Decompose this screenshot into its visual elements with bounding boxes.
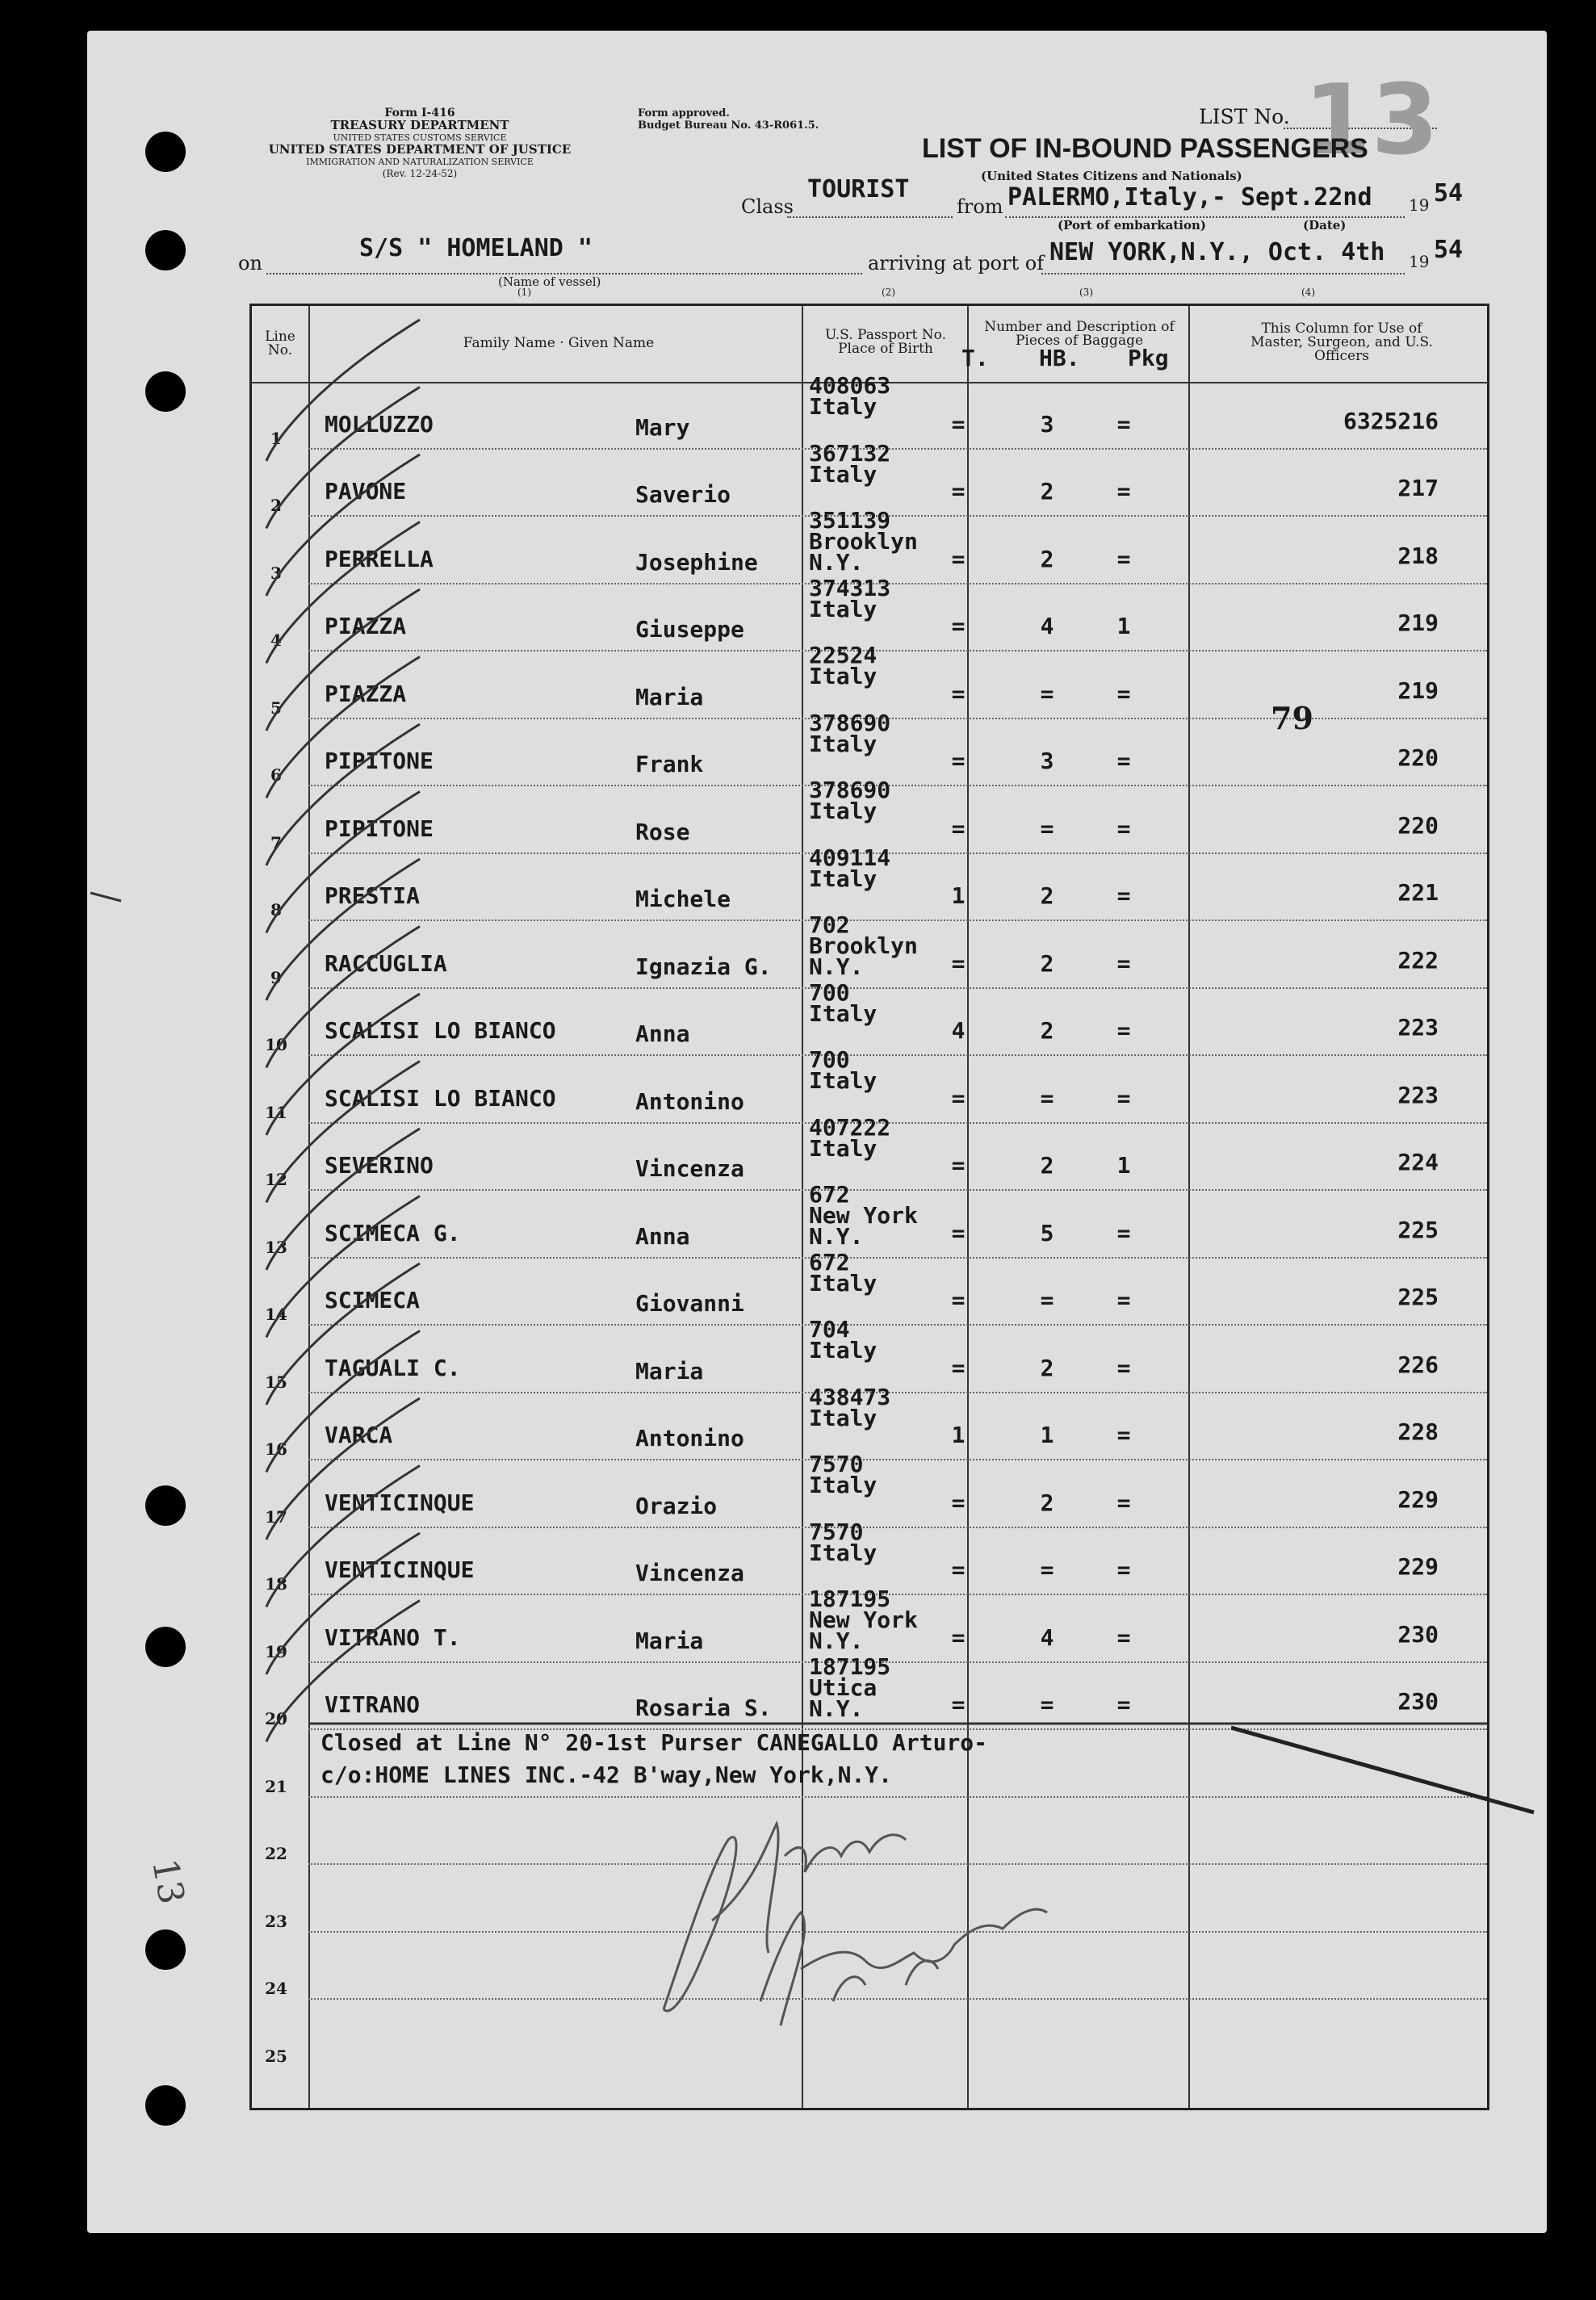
- passport-birthplace: 702 Brooklyn N.Y.: [809, 911, 918, 980]
- family-name: SCALISI LO BIANCO: [325, 1017, 556, 1045]
- checkmarks: [242, 304, 436, 1757]
- baggage-hb: 2: [1040, 1017, 1054, 1045]
- table-row: [252, 1113, 1487, 1192]
- passport-birthplace: 408063 Italy: [809, 372, 891, 420]
- margin-tick: [90, 886, 123, 911]
- class-value: TOURIST: [807, 175, 910, 203]
- form-approved: Form approved.: [638, 107, 730, 119]
- col-header-name: Family Name · Given Name: [463, 335, 655, 351]
- baggage-hb: 3: [1040, 748, 1054, 775]
- officer-number: 219: [1397, 677, 1439, 704]
- line-number: 22: [265, 1844, 287, 1863]
- passport-birthplace: 704 Italy: [809, 1316, 878, 1364]
- baggage-hb: 2: [1040, 545, 1054, 572]
- line-number: 13: [265, 1237, 287, 1257]
- family-name: PRESTIA: [325, 882, 421, 910]
- officer-number: 218: [1397, 542, 1439, 569]
- family-name: VITRANO T.: [325, 1623, 461, 1651]
- line-number: 11: [265, 1102, 287, 1122]
- family-name: VENTICINQUE: [325, 1489, 475, 1516]
- baggage-hb: 2: [1040, 1152, 1054, 1179]
- date-caption: (Date): [1303, 218, 1347, 233]
- baggage-pkg: =: [1116, 1691, 1131, 1719]
- passport-birthplace: 409114 Italy: [809, 844, 891, 892]
- baggage-pkg: =: [1116, 545, 1131, 572]
- passport-birthplace: 367132 Italy: [809, 439, 891, 488]
- baggage-pkg: =: [1116, 949, 1131, 977]
- baggage-t: 1: [951, 1422, 966, 1449]
- baggage-hb: =: [1040, 815, 1054, 842]
- given-name: Saverio: [635, 481, 731, 509]
- officer-number: 220: [1397, 744, 1439, 772]
- baggage-t: =: [951, 1354, 966, 1381]
- officer-number: 226: [1397, 1351, 1439, 1378]
- officer-number: 217: [1397, 475, 1439, 502]
- line-number: 24: [265, 1979, 287, 1998]
- col-header-line-no: Line No.: [265, 329, 295, 358]
- revision: (Rev. 12-24-52): [382, 168, 458, 179]
- list-number: 13: [1304, 65, 1439, 177]
- baggage-t: =: [951, 680, 966, 707]
- class-rule: [787, 216, 953, 218]
- line-number: 16: [265, 1439, 287, 1459]
- col2-caption: (2): [882, 287, 895, 298]
- baggage-pkg: =: [1116, 1219, 1131, 1246]
- officer-number: 225: [1397, 1216, 1439, 1243]
- baggage-t: =: [951, 815, 966, 842]
- baggage-hb: 2: [1040, 1354, 1054, 1381]
- family-name: SCIMECA G.: [325, 1219, 461, 1246]
- arrival-value: NEW YORK,N.Y., Oct. 4th: [1049, 238, 1385, 266]
- baggage-hb: 3: [1040, 410, 1054, 438]
- annotation-79: 79: [1271, 700, 1313, 736]
- departure-year: 54: [1434, 179, 1464, 207]
- baggage-hb: 2: [1040, 882, 1054, 910]
- given-name: Maria: [635, 1357, 704, 1385]
- line-number: 7: [270, 832, 282, 853]
- line-number: 14: [265, 1305, 287, 1324]
- on-label: on: [238, 252, 262, 274]
- officer-number: 224: [1397, 1149, 1439, 1176]
- binder-hole: [145, 132, 186, 172]
- baggage-pkg: =: [1116, 748, 1131, 775]
- line-number: 1: [270, 428, 282, 448]
- baggage-pkg: =: [1116, 410, 1131, 438]
- table-row: [252, 1451, 1487, 1528]
- line-number: 9: [270, 967, 282, 987]
- officer-number: 229: [1397, 1553, 1439, 1581]
- family-name: PAVONE: [325, 478, 407, 505]
- given-name: Ignazia G.: [635, 953, 772, 980]
- customs-service: UNITED STATES CUSTOMS SERVICE: [333, 132, 507, 143]
- given-name: Antonino: [635, 1087, 744, 1115]
- baggage-t: =: [951, 949, 966, 977]
- family-name: PIPITONE: [325, 815, 434, 842]
- family-name: PIAZZA: [325, 680, 407, 707]
- table-row: [252, 1046, 1487, 1124]
- binder-hole: [145, 1485, 186, 1526]
- baggage-t: =: [951, 1152, 966, 1179]
- line-number: 25: [265, 2046, 287, 2066]
- family-name: PERRELLA: [325, 545, 434, 572]
- binder-hole: [145, 371, 186, 412]
- passport-birthplace: 378690 Italy: [809, 709, 891, 757]
- binder-hole: [145, 1929, 186, 1970]
- officer-number: 219: [1397, 610, 1439, 637]
- col-header-pkg: Pkg: [1128, 345, 1169, 371]
- given-name: Orazio: [635, 1492, 718, 1519]
- officer-number: 230: [1397, 1688, 1439, 1716]
- line-number: 12: [265, 1170, 287, 1189]
- passport-birthplace: 378690 Italy: [809, 777, 891, 824]
- arrival-rule: [1041, 273, 1405, 274]
- baggage-t: =: [951, 1219, 966, 1246]
- baggage-hb: =: [1040, 680, 1054, 707]
- passport-birthplace: 7570 Italy: [809, 1451, 878, 1498]
- baggage-t: =: [951, 545, 966, 572]
- given-name: Anna: [635, 1020, 690, 1048]
- given-name: Mary: [635, 413, 690, 441]
- baggage-hb: =: [1040, 1084, 1054, 1112]
- given-name: Antonino: [635, 1425, 744, 1452]
- baggage-hb: 2: [1040, 949, 1054, 977]
- given-name: Rose: [635, 818, 690, 845]
- baggage-pkg: =: [1116, 1556, 1131, 1584]
- family-name: SCIMECA: [325, 1287, 421, 1314]
- officer-number: 228: [1397, 1418, 1439, 1446]
- line-number: 6: [270, 765, 282, 785]
- officer-number: 6325216: [1343, 407, 1439, 434]
- baggage-t: =: [951, 478, 966, 505]
- given-name: Anna: [635, 1222, 690, 1250]
- baggage-t: =: [951, 1556, 966, 1584]
- closing-line-2: c/o:HOME LINES INC.-42 B'way,New York,N.Y.: [320, 1762, 893, 1788]
- baggage-t: =: [951, 1084, 966, 1112]
- from-label: from: [957, 195, 1003, 218]
- port-caption: (Port of embarkation): [1058, 218, 1206, 233]
- baggage-pkg: =: [1116, 1084, 1131, 1112]
- given-name: Giuseppe: [635, 616, 744, 643]
- passport-birthplace: 672 Italy: [809, 1248, 878, 1297]
- col3-caption: (3): [1079, 287, 1093, 298]
- passport-birthplace: 7570 Italy: [809, 1518, 878, 1566]
- col-header-t: T.: [961, 345, 989, 371]
- table-row: [252, 978, 1487, 1057]
- baggage-t: =: [951, 1489, 966, 1516]
- baggage-pkg: =: [1116, 1287, 1131, 1314]
- justice-dept: UNITED STATES DEPARTMENT OF JUSTICE: [268, 142, 572, 157]
- table-row: [252, 844, 1487, 922]
- officer-number: 221: [1397, 879, 1439, 907]
- family-name: VENTICINQUE: [325, 1556, 475, 1584]
- table-row: [252, 1586, 1487, 1663]
- line-number: 19: [265, 1641, 287, 1661]
- closing-line-1: Closed at Line N° 20-1st Purser CANEGALLO Arturo-: [320, 1729, 988, 1756]
- binder-hole: [145, 230, 186, 270]
- list-no-label: LIST No.: [1199, 105, 1290, 128]
- class-label: Class: [741, 195, 794, 218]
- baggage-t: =: [951, 748, 966, 775]
- arriving-label: arriving at port of: [868, 252, 1045, 274]
- baggage-pkg: 1: [1116, 1152, 1131, 1179]
- officer-number: 222: [1397, 946, 1439, 974]
- baggage-pkg: =: [1116, 1354, 1131, 1381]
- given-name: Rosaria S.: [635, 1695, 772, 1722]
- given-name: Vincenza: [635, 1560, 744, 1587]
- margin-mark: 13: [144, 1855, 192, 1908]
- officer-number: 229: [1397, 1485, 1439, 1513]
- family-name: SEVERINO: [325, 1152, 434, 1179]
- officer-number: 223: [1397, 1014, 1439, 1041]
- line-number: 21: [265, 1776, 287, 1796]
- vessel-caption: (Name of vessel): [498, 274, 601, 289]
- form-id-block: [234, 107, 605, 180]
- line-number: 23: [265, 1911, 287, 1931]
- given-name: Maria: [635, 683, 704, 710]
- baggage-t: =: [951, 1691, 966, 1719]
- col-header-hb: HB.: [1039, 345, 1080, 371]
- baggage-pkg: =: [1116, 1422, 1131, 1449]
- line-number: 17: [265, 1506, 287, 1527]
- baggage-pkg: =: [1116, 1017, 1131, 1045]
- passport-birthplace: 351139 Brooklyn N.Y.: [809, 507, 918, 576]
- family-name: PIPITONE: [325, 748, 434, 775]
- baggage-hb: =: [1040, 1287, 1054, 1314]
- page-subtitle: (United States Citizens and Nationals): [981, 169, 1242, 183]
- baggage-t: =: [951, 613, 966, 640]
- line-number: 5: [270, 698, 282, 718]
- baggage-hb: =: [1040, 1556, 1054, 1584]
- baggage-t: =: [951, 1287, 966, 1314]
- col4-caption: (4): [1301, 287, 1315, 298]
- table-row: [252, 777, 1487, 854]
- line-number: 3: [270, 563, 282, 583]
- passport-birthplace: 407222 Italy: [809, 1113, 891, 1162]
- col-header-baggage: Number and Description of Pieces of Baggage: [984, 319, 1175, 349]
- table-row: [252, 1383, 1487, 1461]
- given-name: Josephine: [635, 548, 758, 576]
- baggage-pkg: =: [1116, 1489, 1131, 1516]
- given-name: Maria: [635, 1627, 704, 1654]
- officer-number: 230: [1397, 1620, 1439, 1648]
- given-name: Giovanni: [635, 1290, 744, 1318]
- vessel-name: S/S " HOMELAND ": [359, 234, 593, 262]
- line-number: 4: [270, 631, 282, 650]
- line-number: 10: [265, 1035, 287, 1054]
- baggage-hb: 4: [1040, 1623, 1054, 1651]
- line-number: 20: [265, 1709, 287, 1728]
- form-number: Form I-416: [384, 107, 455, 119]
- table-row: [252, 372, 1487, 450]
- baggage-hb: =: [1040, 1691, 1054, 1719]
- treasury-dept: TREASURY DEPARTMENT: [330, 118, 509, 132]
- baggage-t: =: [951, 410, 966, 438]
- baggage-pkg: 1: [1116, 613, 1131, 640]
- baggage-pkg: =: [1116, 478, 1131, 505]
- family-name: PIAZZA: [325, 613, 407, 640]
- passport-birthplace: 187195 Utica N.Y.: [809, 1653, 891, 1722]
- year-prefix: 19: [1409, 195, 1430, 215]
- passport-birthplace: 22524 Italy: [809, 642, 878, 689]
- family-name: TAGUALI C.: [325, 1354, 461, 1381]
- from-value: PALERMO,Italy,- Sept.22nd: [1007, 183, 1372, 212]
- line-number: 8: [270, 900, 282, 920]
- passport-birthplace: 700 Italy: [809, 1046, 878, 1094]
- baggage-hb: 5: [1040, 1219, 1054, 1246]
- line-number: 15: [265, 1372, 287, 1392]
- baggage-hb: 1: [1040, 1422, 1054, 1449]
- budget-bureau: Budget Bureau No. 43-R061.5.: [638, 119, 819, 132]
- baggage-pkg: =: [1116, 815, 1131, 842]
- family-name: VARCA: [325, 1422, 393, 1449]
- table-row: [252, 1316, 1487, 1393]
- table-row: [252, 911, 1487, 989]
- table-row: [252, 1248, 1487, 1326]
- passport-birthplace: 374313 Italy: [809, 574, 891, 622]
- col1-caption: (1): [517, 287, 531, 298]
- given-name: Vincenza: [635, 1155, 744, 1183]
- col-header-passport: U.S. Passport No. Place of Birth: [825, 327, 946, 357]
- family-name: VITRANO: [325, 1691, 421, 1719]
- page-title: LIST OF IN-BOUND PASSENGERS: [922, 133, 1368, 164]
- baggage-hb: 2: [1040, 1489, 1054, 1516]
- closing-slash: [1231, 1720, 1538, 1824]
- ins-service: IMMIGRATION AND NATURALIZATION SERVICE: [306, 157, 534, 167]
- passport-birthplace: 438473 Italy: [809, 1383, 891, 1431]
- line-number: 2: [270, 496, 282, 515]
- table-row: [252, 1181, 1487, 1259]
- purser-signature: [639, 1791, 1059, 2066]
- arrival-year-prefix: 19: [1409, 252, 1430, 271]
- baggage-pkg: =: [1116, 882, 1131, 910]
- baggage-t: =: [951, 1623, 966, 1651]
- passport-birthplace: 672 New York N.Y.: [809, 1181, 918, 1250]
- officer-number: 220: [1397, 811, 1439, 839]
- binder-hole: [145, 1627, 186, 1667]
- baggage-t: 4: [951, 1017, 966, 1045]
- passport-birthplace: 700 Italy: [809, 978, 878, 1027]
- baggage-pkg: =: [1116, 1623, 1131, 1651]
- officer-number: 223: [1397, 1081, 1439, 1108]
- binder-hole: [145, 2085, 186, 2126]
- baggage-pkg: =: [1116, 680, 1131, 707]
- officer-number: 225: [1397, 1284, 1439, 1311]
- baggage-t: 1: [951, 882, 966, 910]
- arrival-year: 54: [1434, 236, 1464, 264]
- check-stroke: [266, 1601, 420, 1742]
- given-name: Michele: [635, 886, 731, 913]
- approval-block: [638, 107, 819, 132]
- family-name: MOLLUZZO: [325, 410, 434, 438]
- passport-birthplace: 187195 New York N.Y.: [809, 1586, 918, 1654]
- table-row: [252, 507, 1487, 584]
- family-name: RACCUGLIA: [325, 949, 447, 977]
- given-name: Frank: [635, 751, 704, 778]
- family-name: SCALISI LO BIANCO: [325, 1084, 556, 1112]
- col-header-officers: This Column for Use of Master, Surgeon, and U.S. Officers: [1250, 320, 1433, 364]
- line-number: 18: [265, 1574, 287, 1594]
- baggage-hb: 4: [1040, 613, 1054, 640]
- baggage-hb: 2: [1040, 478, 1054, 505]
